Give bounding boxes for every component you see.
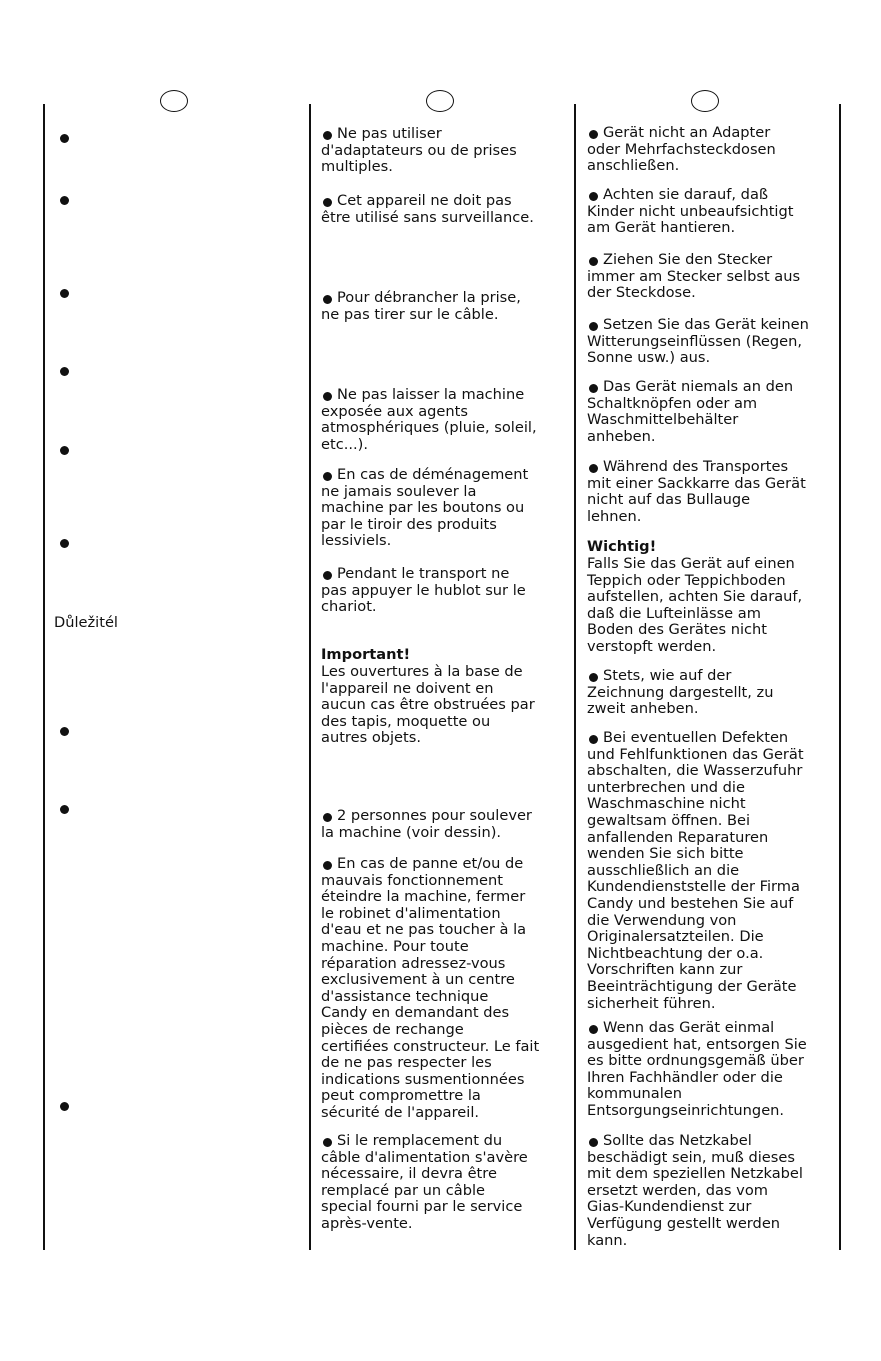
de-paragraph-10: Sollte das Netzkabel beschädigt sein, muß dieses mit dem speziellen Netzkabel ersetzt werden, das vom Gias-Kundendienst zur Verfügung gestellt werden kann.: [587, 1132, 803, 1249]
fr-paragraph-1: Ne pas utiliser d'adaptateurs ou de prises multiples.: [321, 125, 517, 176]
fr-paragraph-2: Cet appareil ne doit pas être utilisé sans surveillance.: [321, 192, 534, 226]
fr-important-text: Les ouvertures à la base de l'appareil ne doivent en aucun cas être obstruées par des tapis, moquette ou autres objets.: [321, 663, 535, 747]
de-paragraph-1: Gerät nicht an Adapter oder Mehrfachsteckdosen anschließen.: [587, 124, 776, 175]
fr-paragraph-7: 2 personnes pour soulever la machine (voir dessin).: [321, 807, 532, 841]
de-important-text: Falls Sie das Gerät auf einen Teppich oder Teppichboden aufstellen, achten Sie darauf, daß die Lufteinlässe am Boden des Gerätes nicht verstopft werden.: [587, 555, 803, 655]
bullet-dot: [60, 1102, 69, 1111]
bullet-dot: [60, 727, 69, 736]
de-paragraph-5: Das Gerät niemals an den Schaltknöpfen oder am Waschmittelbehälter anheben.: [587, 378, 794, 445]
bullet-dot: [60, 367, 69, 376]
column-divider-mid-left: [309, 104, 311, 1250]
fr-paragraph-8: En cas de panne et/ou de mauvais fonctionnement éteindre la machine, fermer le robinet d'alimentation d'eau et ne pas toucher à la machine. Pour toute réparation adressez-vous exclusivement à un centre d'assistance technique Candy en demandant des pièces de rechange certifiées constructeur. Le fait de ne pas respecter les indications susmentionnées peut compromettre la sécurité de l'appareil.: [321, 855, 540, 1121]
de-paragraph-7: Stets, wie auf der Zeichnung dargestellt, zu zweit anheben.: [587, 667, 774, 718]
column-divider-left: [43, 104, 45, 1250]
de-important-title: Wichtig!: [587, 538, 657, 555]
column-divider-right: [839, 104, 841, 1250]
column-divider-mid-right: [574, 104, 576, 1250]
de-paragraph-4: Setzen Sie das Gerät keinen Witterungseinflüssen (Regen, Sonne usw.) aus.: [587, 316, 809, 367]
bullet-dot: [60, 539, 69, 548]
important-heading: Důležitél: [54, 614, 118, 631]
bullet-dot: [60, 196, 69, 205]
bullet-dot: [60, 134, 69, 143]
fr-paragraph-4: Ne pas laisser la machine exposée aux agents atmosphériques (pluie, soleil, etc...).: [321, 386, 537, 453]
fr-important-title: Important!: [321, 646, 411, 663]
german-column: [587, 0, 837, 1361]
de-paragraph-8: Bei eventuellen Defekten und Fehlfunktionen das Gerät abschalten, die Wasserzufuhr unterbrechen und die Waschmaschine nicht gewaltsam öffnen. Bei anfallenden Reparaturen wenden Sie sich bitte ausschließlich an die Kundendienststelle der Firma Candy und bestehen Sie auf die Verwendung von Originalersatzteilen. Die Nichtbeachtung der o.a. Vorschriften kann zur Beeinträchtigung der Geräte sicherheit führen.: [587, 729, 804, 1012]
french-column: [321, 0, 571, 1361]
fr-paragraph-5: En cas de déménagement ne jamais soulever la machine par les boutons ou par le tiroir des produits lessiviels.: [321, 466, 529, 550]
bullet-dot: [60, 289, 69, 298]
bullet-dot: [60, 446, 69, 455]
de-paragraph-3: Ziehen Sie den Stecker immer am Stecker selbst aus der Steckdose.: [587, 251, 801, 302]
de-paragraph-6: Während des Transportes mit einer Sackkarre das Gerät nicht auf das Bullauge lehnen.: [587, 458, 806, 525]
de-paragraph-9: Wenn das Gerät einmal ausgedient hat, entsorgen Sie es bitte ordnungsgemäß über Ihren Fachhändler oder die kommunalen Entsorgungseinrichtungen.: [587, 1019, 807, 1119]
fr-paragraph-3: Pour débrancher la prise, ne pas tirer sur le câble.: [321, 289, 521, 323]
fr-paragraph-6: Pendant le transport ne pas appuyer le hublot sur le chariot.: [321, 565, 526, 616]
de-paragraph-2: Achten sie darauf, daß Kinder nicht unbeaufsichtigt am Gerät hantieren.: [587, 186, 794, 237]
fr-paragraph-9: Si le remplacement du câble d'alimentation s'avère nécessaire, il devra être remplacé par un câble special fourni par le service après-vente.: [321, 1132, 528, 1232]
left-column: [54, 0, 298, 1361]
bullet-dot: [60, 805, 69, 814]
